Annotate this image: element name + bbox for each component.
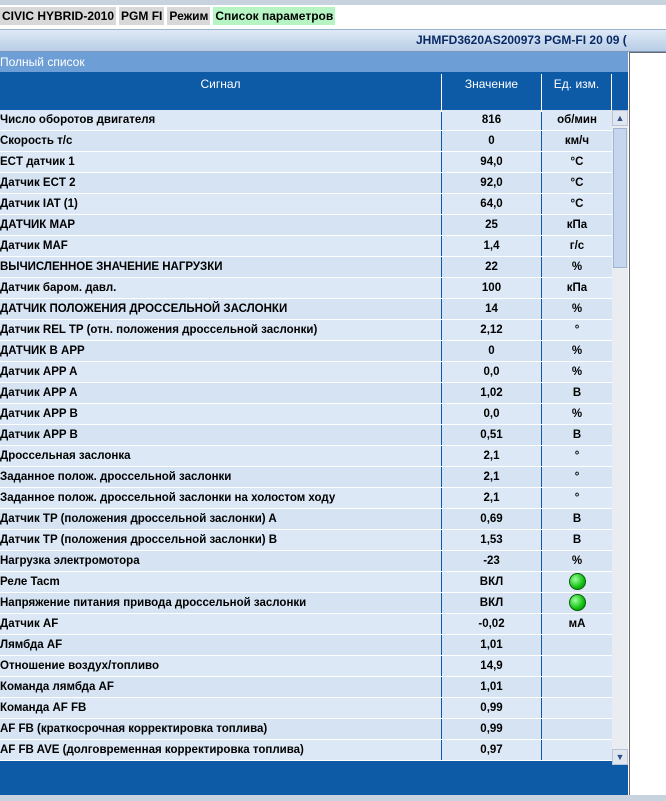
table-row[interactable]	[0, 656, 612, 677]
signal-value: 0,99	[442, 719, 541, 739]
signal-name: Датчик TP (положения дроссельной заслонки) A	[0, 509, 441, 529]
signal-name: Датчик TP (положения дроссельной заслонки) B	[0, 530, 441, 550]
signal-value: 1,02	[442, 383, 541, 403]
signal-name: Датчик ECT 2	[0, 173, 441, 193]
table-row[interactable]	[0, 530, 612, 551]
signal-value: 816	[442, 110, 541, 130]
signal-value: 64,0	[442, 194, 541, 214]
signal-unit: В	[542, 383, 612, 403]
breadcrumb	[0, 5, 666, 27]
signal-unit	[542, 656, 612, 676]
signal-unit	[542, 698, 612, 718]
signal-name: AF FB (краткосрочная корректировка топлива)	[0, 719, 441, 739]
table-row[interactable]	[0, 593, 612, 614]
signal-value: 92,0	[442, 173, 541, 193]
signal-name: Заданное полож. дроссельной заслонки	[0, 467, 441, 487]
signal-unit	[542, 593, 612, 613]
signal-unit: %	[542, 341, 612, 361]
signal-value: 1,01	[442, 635, 541, 655]
signal-value: 2,1	[442, 488, 541, 508]
vertical-scrollbar[interactable]	[612, 110, 628, 765]
breadcrumb-mode[interactable]: Режим	[169, 9, 209, 23]
bottom-window-strip	[0, 795, 666, 801]
signal-name: Скорость т/с	[0, 131, 441, 151]
signal-unit: %	[542, 257, 612, 277]
signal-name: ДАТЧИК MAP	[0, 215, 441, 235]
signal-unit: °	[542, 446, 612, 466]
signal-value: 22	[442, 257, 541, 277]
breadcrumb-model[interactable]: CIVIC HYBRID-2010	[2, 9, 115, 23]
signal-name: ВЫЧИСЛЕННОЕ ЗНАЧЕНИЕ НАГРУЗКИ	[0, 257, 441, 277]
signal-unit: км/ч	[542, 131, 612, 151]
signal-unit: г/с	[542, 236, 612, 256]
signal-name: Дроссельная заслонка	[0, 446, 441, 466]
signal-value: ВКЛ	[442, 572, 541, 592]
signal-value: 2,1	[442, 446, 541, 466]
signal-unit	[542, 740, 612, 760]
signal-name: Датчик REL TP (отн. положения дроссельной заслонки)	[0, 320, 441, 340]
signal-value: 0,99	[442, 698, 541, 718]
table-row[interactable]	[0, 257, 612, 278]
scroll-thumb[interactable]	[613, 128, 627, 268]
table-row[interactable]	[0, 446, 612, 467]
table-row[interactable]	[0, 152, 612, 173]
signal-unit: В	[542, 530, 612, 550]
signal-unit: °	[542, 488, 612, 508]
status-led-icon	[569, 594, 586, 611]
signal-value: 14,9	[442, 656, 541, 676]
table-row[interactable]	[0, 383, 612, 404]
signal-name: Напряжение питания привода дроссельной заслонки	[0, 593, 441, 613]
side-pane	[629, 52, 666, 797]
signal-unit: °C	[542, 173, 612, 193]
signal-name: Нагрузка электромотора	[0, 551, 441, 571]
signal-value: 2,12	[442, 320, 541, 340]
parameter-table	[0, 110, 612, 765]
signal-value: 0	[442, 341, 541, 361]
column-header-signal[interactable]: Сигнал	[0, 74, 442, 112]
signal-value: 100	[442, 278, 541, 298]
signal-value: 0,97	[442, 740, 541, 760]
signal-name: Отношение воздух/топливо	[0, 656, 441, 676]
table-row[interactable]	[0, 404, 612, 425]
signal-name: ДАТЧИК В APP	[0, 341, 441, 361]
signal-value: ВКЛ	[442, 593, 541, 613]
signal-name: Лямбда AF	[0, 635, 441, 655]
signal-unit: В	[542, 509, 612, 529]
table-row[interactable]	[0, 362, 612, 383]
panel-title: Полный список	[0, 52, 628, 72]
signal-unit: °	[542, 467, 612, 487]
signal-name: ДАТЧИК ПОЛОЖЕНИЯ ДРОССЕЛЬНОЙ ЗАСЛОНКИ	[0, 299, 441, 319]
table-row[interactable]	[0, 173, 612, 194]
signal-value: 1,01	[442, 677, 541, 697]
table-row[interactable]	[0, 236, 612, 257]
signal-unit: °	[542, 320, 612, 340]
signal-name: Команда лямбда AF	[0, 677, 441, 697]
signal-name: ECT датчик 1	[0, 152, 441, 172]
signal-unit: кПа	[542, 278, 612, 298]
table-row[interactable]	[0, 215, 612, 236]
signal-value: -0,02	[442, 614, 541, 634]
column-header-unit[interactable]: Ед. изм.	[542, 74, 612, 112]
signal-unit: %	[542, 551, 612, 571]
signal-unit	[542, 719, 612, 739]
signal-name: Датчик MAF	[0, 236, 441, 256]
signal-name: Датчик APP A	[0, 383, 441, 403]
table-row[interactable]	[0, 131, 612, 152]
table-row[interactable]	[0, 341, 612, 362]
signal-unit: кПа	[542, 215, 612, 235]
signal-name: Датчик AF	[0, 614, 441, 634]
breadcrumb-parameter-list[interactable]: Список параметров	[215, 9, 334, 23]
signal-value: 1,4	[442, 236, 541, 256]
signal-value: 0,0	[442, 404, 541, 424]
status-led-icon	[569, 573, 586, 590]
signal-value: 25	[442, 215, 541, 235]
signal-value: 94,0	[442, 152, 541, 172]
scroll-up-arrow-icon[interactable]: ▲	[612, 110, 628, 126]
table-row[interactable]	[0, 635, 612, 656]
table-row[interactable]	[0, 509, 612, 530]
signal-value: 0	[442, 131, 541, 151]
signal-name: Число оборотов двигателя	[0, 110, 441, 130]
signal-unit: °C	[542, 194, 612, 214]
table-row[interactable]	[0, 677, 612, 698]
signal-unit: %	[542, 362, 612, 382]
signal-name: Датчик APP B	[0, 404, 441, 424]
signal-unit: °C	[542, 152, 612, 172]
table-row[interactable]	[0, 110, 612, 131]
signal-unit: %	[542, 404, 612, 424]
signal-name: AF FB AVE (долговременная корректировка топлива)	[0, 740, 441, 760]
table-row[interactable]	[0, 551, 612, 572]
panel-footer	[0, 765, 628, 795]
signal-unit	[542, 572, 612, 592]
signal-name: Датчик APP B	[0, 425, 441, 445]
signal-name: Датчик APP A	[0, 362, 441, 382]
signal-unit: об/мин	[542, 110, 612, 130]
scroll-down-arrow-icon[interactable]: ▼	[612, 749, 628, 765]
table-row[interactable]	[0, 488, 612, 509]
signal-value: 14	[442, 299, 541, 319]
table-row[interactable]	[0, 572, 612, 593]
signal-unit: В	[542, 425, 612, 445]
signal-unit: %	[542, 299, 612, 319]
signal-name: Датчик баром. давл.	[0, 278, 441, 298]
signal-value: 0,0	[442, 362, 541, 382]
table-row[interactable]	[0, 425, 612, 446]
signal-unit	[542, 677, 612, 697]
signal-value: 2,1	[442, 467, 541, 487]
table-row[interactable]	[0, 467, 612, 488]
signal-name: Датчик IAT (1)	[0, 194, 441, 214]
signal-name: Реле Tacm	[0, 572, 441, 592]
signal-value: 0,69	[442, 509, 541, 529]
signal-value: 1,53	[442, 530, 541, 550]
signal-name: Заданное полож. дроссельной заслонки на холостом ходу	[0, 488, 441, 508]
table-row[interactable]	[0, 299, 612, 320]
table-row[interactable]	[0, 194, 612, 215]
table-row[interactable]	[0, 740, 612, 761]
signal-value: 0,51	[442, 425, 541, 445]
table-row[interactable]	[0, 614, 612, 635]
table-row[interactable]	[0, 320, 612, 341]
signal-name: Команда AF FB	[0, 698, 441, 718]
table-row[interactable]	[0, 698, 612, 719]
vehicle-id-bar	[0, 29, 666, 52]
breadcrumb-system[interactable]: PGM FI	[121, 9, 163, 23]
vin-label: JHMFD3620AS200973 PGM-FI 20 09 (	[416, 33, 627, 47]
column-header-value[interactable]: Значение	[442, 74, 542, 112]
signal-unit: мА	[542, 614, 612, 634]
signal-unit	[542, 635, 612, 655]
table-row[interactable]	[0, 719, 612, 740]
signal-value: -23	[442, 551, 541, 571]
table-row[interactable]	[0, 278, 612, 299]
